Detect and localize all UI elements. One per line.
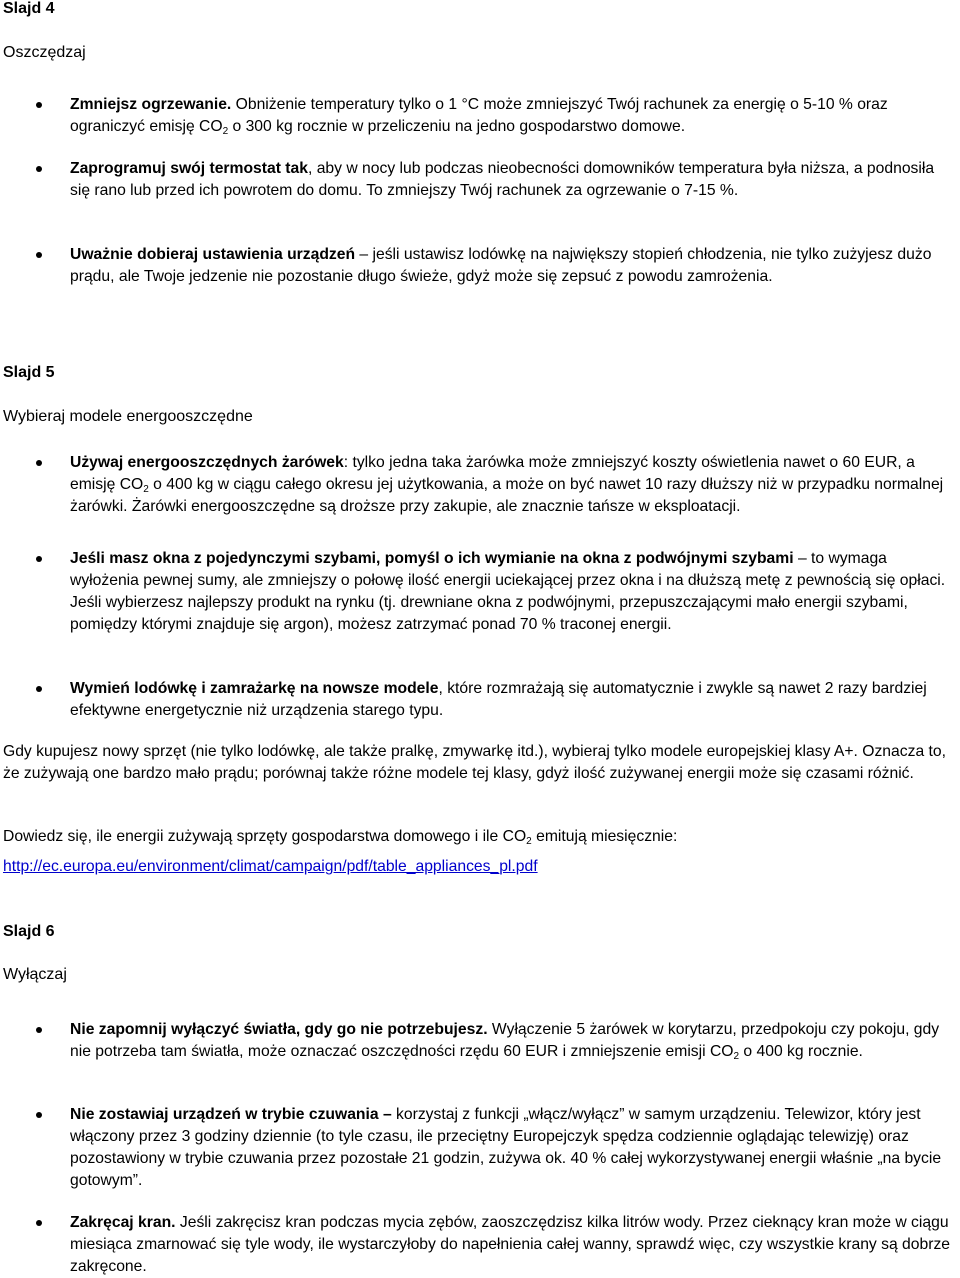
appliances-table-link[interactable]: http://ec.europa.eu/environment/climat/campaign/pdf/table_appliances_pl.pdf bbox=[3, 858, 538, 875]
co2-subscript: 2 bbox=[733, 1051, 740, 1062]
bullet-text: Obniżenie temperatury tylko o 1 °C może zmniejszyć Twój rachunek za energię o 5-10 % oraz ograniczyć emisję CO bbox=[70, 96, 888, 135]
bullet-lead: Jeśli masz okna z pojedynczymi szybami, pomyśl o ich wymianie na okna z podwójnymi szybami bbox=[70, 550, 794, 567]
slide-5-heading: Slajd 5 bbox=[3, 364, 55, 381]
slide-5-heading-block bbox=[3, 362, 952, 384]
slide-5-paragraph-2-block bbox=[3, 826, 952, 848]
bullet-icon bbox=[36, 556, 42, 562]
slide-5-subheading-block bbox=[3, 406, 952, 428]
co2-subscript: 2 bbox=[143, 484, 149, 495]
bullet-lead: Nie zostawiaj urządzeń w trybie czuwania – bbox=[70, 1106, 392, 1123]
bullet-text: , aby w nocy lub podczas nieobecności domowników temperatura była niższa, a podnosiła się rano lub przed ich powrotem do domu. To zmniejszy Twój rachunek za ogrzewanie o 7-15 %. bbox=[70, 160, 935, 199]
bullet-icon bbox=[36, 102, 42, 108]
bullet-text: Jeśli zakręcisz kran podczas mycia zębów, zaoszczędzisz kilka litrów wody. Przez cieknący kran może w ciągu miesiąca zmarnować się tyle wody, ile wystarczyłoby do napełnienia całej wanny, sprawdź więc, czy wszystkie krany są dobrze zakręcone. bbox=[70, 1214, 951, 1275]
bullet-text: korzystaj z funkcji „włącz/wyłącz” w samym urządzeniu. Telewizor, który jest włączony przez 3 godziny dziennie (to tyle czasu, ile przeciętny Europejczyk spędza codziennie oglądając telewizję) oraz pozostawiony w trybie czuwania przez pozostałe 21 godzin, zużywa ok. 40 % całej wykorzystywanej energii właśnie „na bycie gotowym”. bbox=[70, 1106, 942, 1189]
bullet-icon bbox=[36, 166, 42, 172]
bullet-icon bbox=[36, 686, 42, 692]
paragraph-text: Dowiedz się, ile energii zużywają sprzęty gospodarstwa domowego i ile CO bbox=[3, 828, 527, 845]
slide-4-heading-block bbox=[3, 0, 952, 20]
bullet-icon bbox=[36, 1112, 42, 1118]
bullet-text: o 400 kg rocznie. bbox=[739, 1043, 863, 1060]
bullet-text: o 400 kg w ciągu całego okresu jej użytkowania, a może on być nawet 10 razy dłuższy niż w przypadku normalnej żarówki. Żarówki energooszczędne są droższe przy zakupie, ale znacznie tańsze w eksploatacji. bbox=[70, 476, 944, 515]
bullet-icon bbox=[36, 252, 42, 258]
paragraph bbox=[3, 826, 952, 848]
co2-subscript: 2 bbox=[222, 126, 229, 137]
bullet-icon bbox=[36, 1027, 42, 1033]
bullet-text: o 300 kg rocznie w przeliczeniu na jedno gospodarstwo domowe. bbox=[228, 118, 686, 135]
slide-5-paragraph-1-block bbox=[3, 741, 952, 785]
bullet-lead: Nie zapomnij wyłączyć światła, gdy go nie potrzebujesz. bbox=[70, 1021, 488, 1038]
slide-6-subheading-block bbox=[3, 964, 952, 986]
bullet-lead: Wymień lodówkę i zamrażarkę na nowsze modele bbox=[70, 680, 439, 697]
bullet-lead: Zmniejsz ogrzewanie. bbox=[70, 96, 232, 113]
slide-6-heading: Slajd 6 bbox=[3, 923, 55, 940]
slide-4-subheading: Oszczędzaj bbox=[3, 44, 86, 61]
slide-5-link-block bbox=[3, 856, 952, 878]
slide-6-subheading: Wyłączaj bbox=[3, 966, 67, 983]
bullet-text: – jeśli ustawisz lodówkę na największy stopień chłodzenia, nie tylko zużyjesz dużo prądu, ale Twoje jedzenie nie pozostanie długo świeże, gdyż może się zepsuć z powodu zamrożenia. bbox=[70, 246, 932, 285]
list-item bbox=[3, 452, 952, 518]
paragraph: Gdy kupujesz nowy sprzęt (nie tylko lodówkę, ale także pralkę, zmywarkę itd.), wybieraj tylko modele europejskiej klasy A+. Oznacza to, że zużywają one bardzo mało prądu; porównaj także różne modele tej klasy, gdyż ilość zużywanej energii może się czasami różnić. bbox=[3, 743, 946, 782]
co2-subscript: 2 bbox=[526, 836, 532, 847]
paragraph-text: emitują miesięcznie: bbox=[531, 828, 678, 845]
list-item bbox=[3, 1019, 952, 1063]
bullet-icon bbox=[36, 1220, 42, 1226]
list-item bbox=[3, 678, 952, 722]
list-item bbox=[3, 94, 952, 138]
bullet-icon bbox=[36, 460, 42, 466]
slide-4-subheading-block bbox=[3, 42, 952, 64]
list-item bbox=[3, 1212, 952, 1278]
list-item bbox=[3, 158, 952, 202]
bullet-lead: Używaj energooszczędnych żarówek bbox=[70, 454, 344, 471]
slide-4-heading: Slajd 4 bbox=[3, 0, 55, 17]
slide-6-heading-block bbox=[3, 921, 952, 943]
bullet-text: , które rozmrażają się automatycznie i zwykle są nawet 2 razy bardziej efektywne energetycznie niż urządzenia starego typu. bbox=[70, 680, 927, 719]
bullet-text: Wyłączenie 5 żarówek w korytarzu, przedpokoju czy pokoju, gdy nie potrzeba tam światła, może oznaczać oszczędności rzędu 60 EUR i zmniejszenie emisji CO bbox=[70, 1021, 940, 1060]
bullet-lead: Zaprogramuj swój termostat tak bbox=[70, 160, 308, 177]
list-item bbox=[3, 548, 952, 636]
list-item bbox=[3, 1104, 952, 1192]
bullet-text: – to wymaga wyłożenia pewnej sumy, ale zmniejszy o połowę ilość energii uciekającej przez okna i na dłuższą metę z pewnością się opłaci. Jeśli wybierzesz najlepszy produkt na rynku (tj. drewniane okna z podwójnymi, przepuszczającymi mało energii szybami, pomiędzy którymi znajduje się argon), możesz zatrzymać ponad 70 % traconej energii. bbox=[70, 550, 946, 633]
bullet-text: : tylko jedna taka żarówka może zmniejszyć koszty oświetlenia nawet o 60 EUR, a emisję CO bbox=[70, 454, 915, 493]
list-item bbox=[3, 244, 952, 288]
bullet-lead: Zakręcaj kran. bbox=[70, 1214, 176, 1231]
bullet-lead: Uważnie dobieraj ustawienia urządzeń bbox=[70, 246, 356, 263]
slide-5-subheading: Wybieraj modele energooszczędne bbox=[3, 408, 253, 425]
